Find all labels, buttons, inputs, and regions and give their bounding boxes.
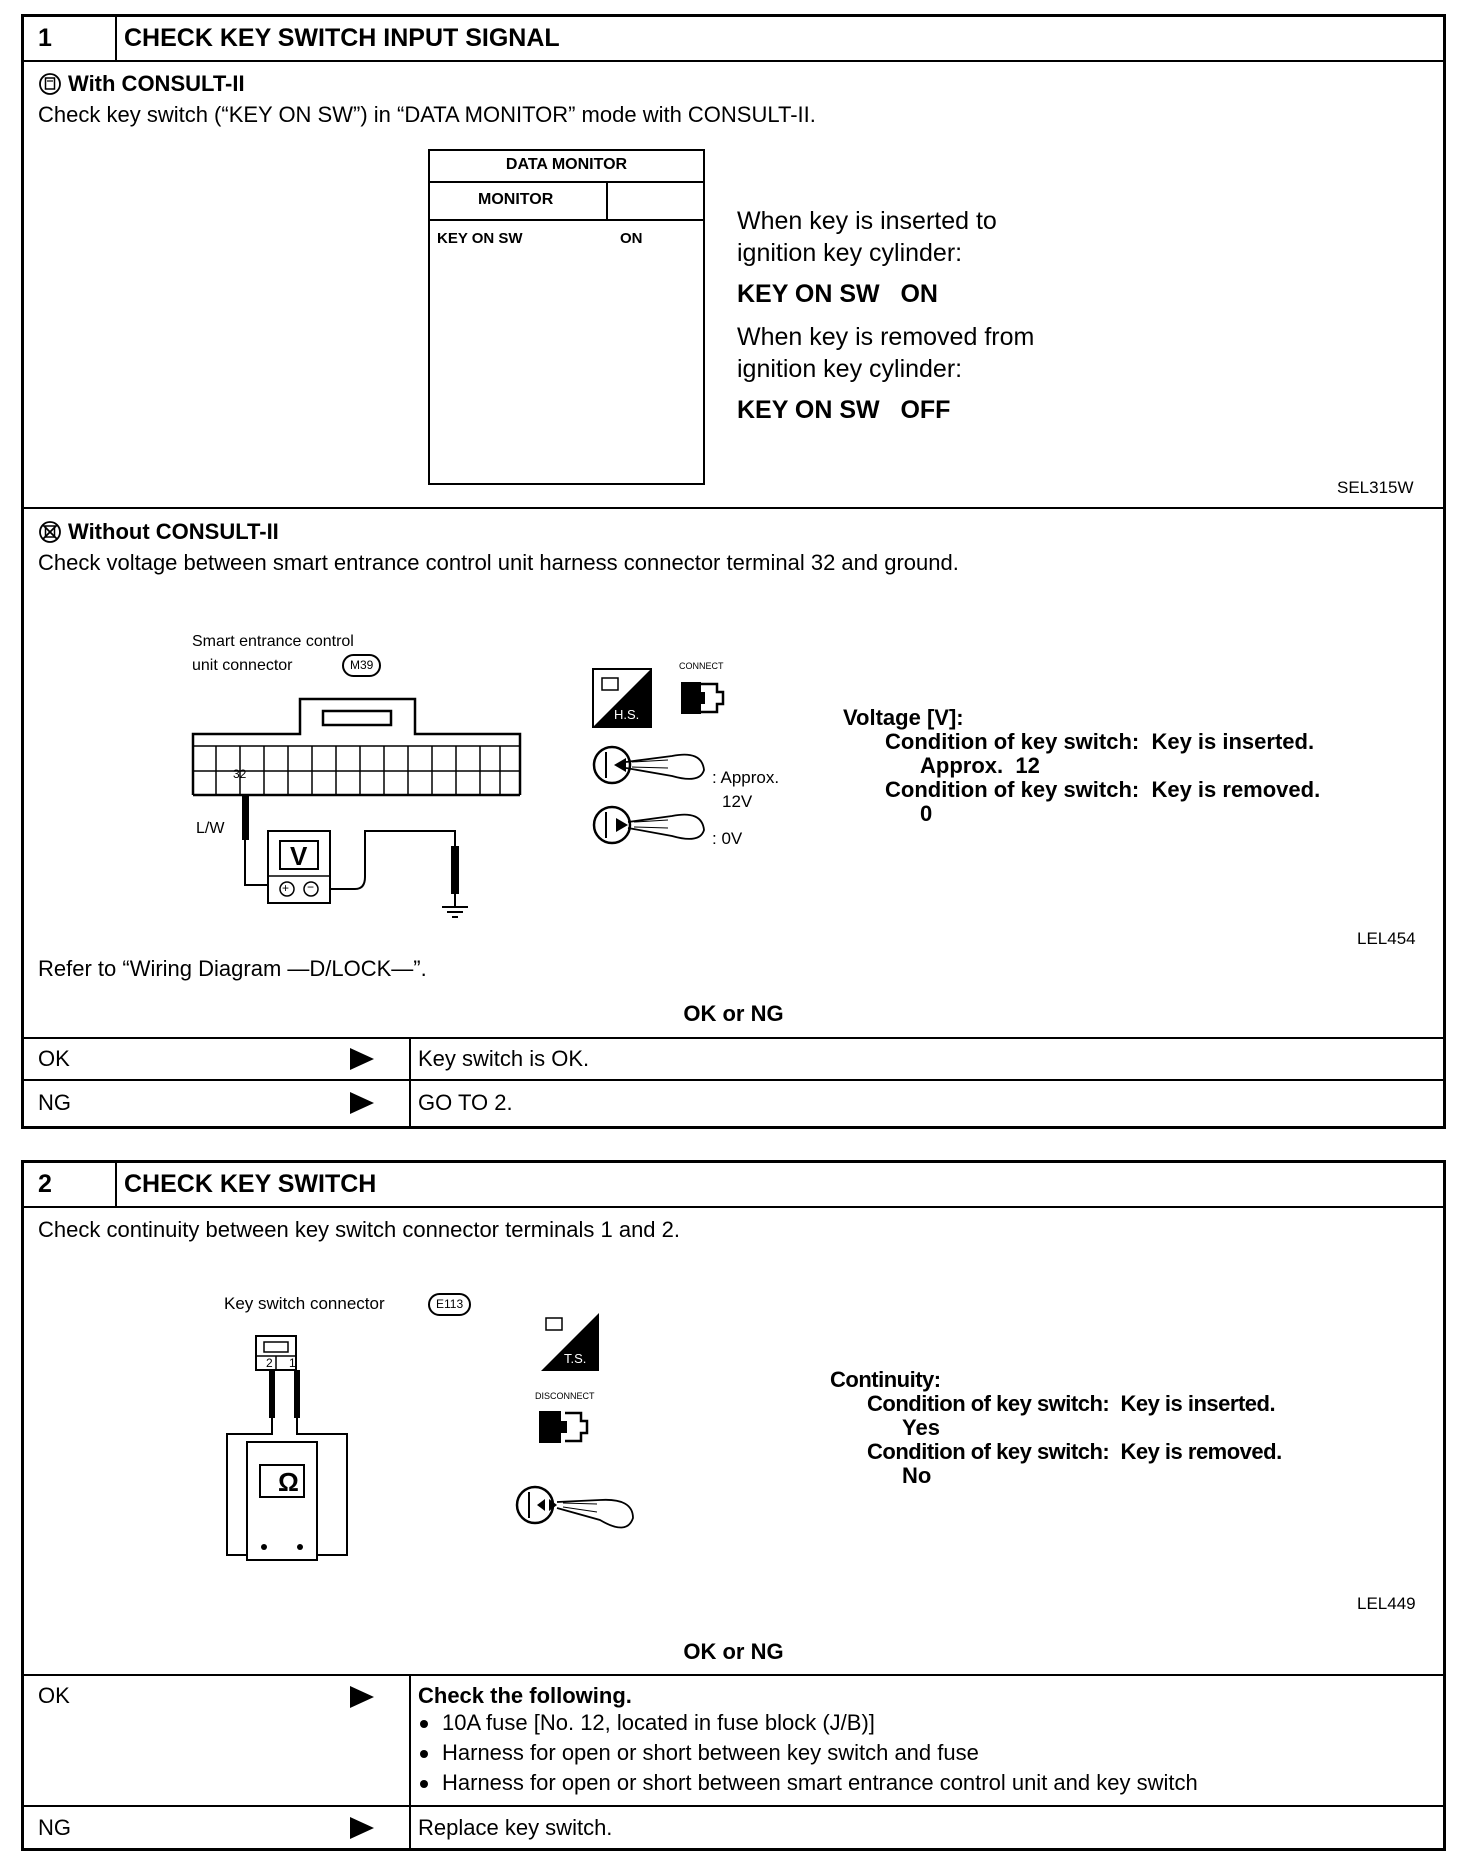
step2-number: 2: [38, 1170, 52, 1198]
terminal-label: 1: [289, 1356, 296, 1370]
connector-label: unit connector: [192, 657, 293, 674]
with-consult-instruction: Check key switch (“KEY ON SW”) in “DATA MONITOR” mode with CONSULT-II.: [38, 102, 816, 127]
ok-ng-heading: OK or NG: [683, 1001, 784, 1026]
result-action: Key switch is OK.: [418, 1046, 590, 1071]
list-item: [414, 1738, 1198, 1768]
removed-text: When key is removed from: [737, 323, 1035, 351]
removed-text: ignition key cylinder:: [737, 355, 963, 383]
connector-code-badge: [342, 654, 381, 677]
data-monitor-title: DATA MONITOR: [505, 156, 628, 173]
list-item: [414, 1768, 1198, 1798]
continuity-value: Yes: [902, 1415, 940, 1440]
connect-label: CONNECT: [679, 661, 724, 671]
voltage-value: Approx. 12: [920, 753, 1040, 778]
key-inserted-removed-icon: [515, 1480, 640, 1540]
list-item-text: 10A fuse [No. 12, located in fuse block (J/B)]: [442, 1710, 875, 1735]
step2-title: CHECK KEY SWITCH: [124, 1170, 377, 1198]
monitor-item: KEY ON SW: [437, 230, 523, 247]
meter-symbol: V: [290, 841, 308, 871]
voltage-title: Voltage [V]:: [843, 705, 964, 730]
zero-label: : 0V: [712, 829, 743, 848]
smart-entrance-connector-diagram: [190, 695, 530, 925]
inserted-text: ignition key cylinder:: [737, 239, 963, 267]
divider: [409, 1674, 411, 1851]
wire-label: L/W: [196, 820, 225, 837]
removed-result: KEY ON SW OFF: [737, 396, 951, 424]
disconnect-icon: [535, 1405, 605, 1449]
list-item: [414, 1708, 1198, 1738]
figure-code: LEL449: [1357, 1594, 1416, 1613]
data-monitor-panel: [428, 149, 705, 485]
step2-instruction: Check continuity between key switch connector terminals 1 and 2.: [38, 1217, 680, 1242]
divider: [21, 507, 1446, 509]
key-inserted-icon: [592, 740, 712, 790]
divider: [115, 14, 117, 60]
ok-check-title: Check the following.: [418, 1683, 632, 1708]
result-arrow-icon: [350, 1686, 374, 1708]
connector-code: M39: [350, 658, 374, 672]
ok-ng-heading: OK or NG: [683, 1639, 784, 1664]
result-label: NG: [38, 1815, 71, 1840]
terminal-label: 32: [233, 767, 247, 781]
figure-code: LEL454: [1357, 929, 1416, 948]
ohm-meter-symbol: Ω: [278, 1467, 299, 1497]
voltage-condition: Condition of key switch: Key is removed.: [885, 777, 1321, 802]
list-item-text: Harness for open or short between smart entrance control unit and key switch: [442, 1770, 1198, 1795]
result-label: NG: [38, 1090, 71, 1115]
refer-text: Refer to “Wiring Diagram —D/LOCK—”.: [38, 956, 427, 981]
key-connector-code-badge: [428, 1293, 471, 1316]
continuity-title: Continuity:: [830, 1367, 941, 1392]
voltage-condition: Condition of key switch: Key is inserted.: [885, 729, 1315, 754]
inserted-text: When key is inserted to: [737, 207, 997, 235]
voltage-value: 0: [920, 801, 933, 826]
divider: [21, 1079, 1446, 1081]
divider: [21, 1206, 1446, 1208]
consult-icon: [38, 72, 62, 96]
list-item-text: Harness for open or short between key switch and fuse: [442, 1740, 979, 1765]
terminal-label: 2: [266, 1356, 273, 1370]
monitor-value: ON: [620, 230, 643, 247]
with-consult-heading: With CONSULT-II: [68, 71, 245, 96]
hs-label: H.S.: [614, 707, 640, 722]
result-arrow-icon: [350, 1817, 374, 1839]
connector-label: Smart entrance control: [192, 633, 354, 650]
key-removed-icon: [592, 800, 712, 850]
meter-minus: −: [307, 880, 315, 894]
divider: [21, 1805, 1446, 1807]
result-label: OK: [38, 1683, 70, 1708]
without-consult-heading: Without CONSULT-II: [68, 519, 279, 544]
key-connector-code: E113: [436, 1297, 464, 1311]
divider: [115, 1160, 117, 1206]
monitor-column: MONITOR: [478, 191, 554, 208]
ok-check-list: [414, 1708, 1198, 1798]
without-consult-instruction: Check voltage between smart entrance control unit harness connector terminal 32 and ground.: [38, 550, 959, 575]
continuity-condition: Condition of key switch: Key is removed.: [867, 1439, 1282, 1464]
divider: [409, 1037, 411, 1129]
divider: [21, 60, 1446, 62]
continuity-value: No: [902, 1463, 932, 1488]
divider: [21, 1037, 1446, 1039]
result-action: GO TO 2.: [418, 1090, 513, 1115]
step1-title: CHECK KEY SWITCH INPUT SIGNAL: [124, 24, 560, 52]
approx-value: 12V: [722, 792, 753, 811]
result-arrow-icon: [350, 1048, 374, 1070]
result-action: Replace key switch.: [418, 1815, 613, 1840]
result-label: OK: [38, 1046, 70, 1071]
divider: [428, 219, 705, 221]
no-consult-icon: [38, 520, 62, 544]
divider: [606, 181, 608, 219]
key-connector-label: Key switch connector: [224, 1294, 385, 1313]
disconnect-label: DISCONNECT: [535, 1391, 595, 1401]
ts-label: T.S.: [564, 1351, 587, 1366]
meter-plus: +: [282, 881, 290, 895]
divider: [428, 181, 705, 183]
continuity-condition: Condition of key switch: Key is inserted.: [867, 1391, 1276, 1416]
divider: [21, 1674, 1446, 1676]
inserted-result: KEY ON SW ON: [737, 280, 938, 308]
result-arrow-icon: [350, 1092, 374, 1114]
figure-code: SEL315W: [1337, 478, 1414, 497]
approx-label: : Approx.: [712, 768, 780, 787]
step1-number: 1: [38, 24, 52, 52]
connect-icon: [677, 676, 727, 720]
